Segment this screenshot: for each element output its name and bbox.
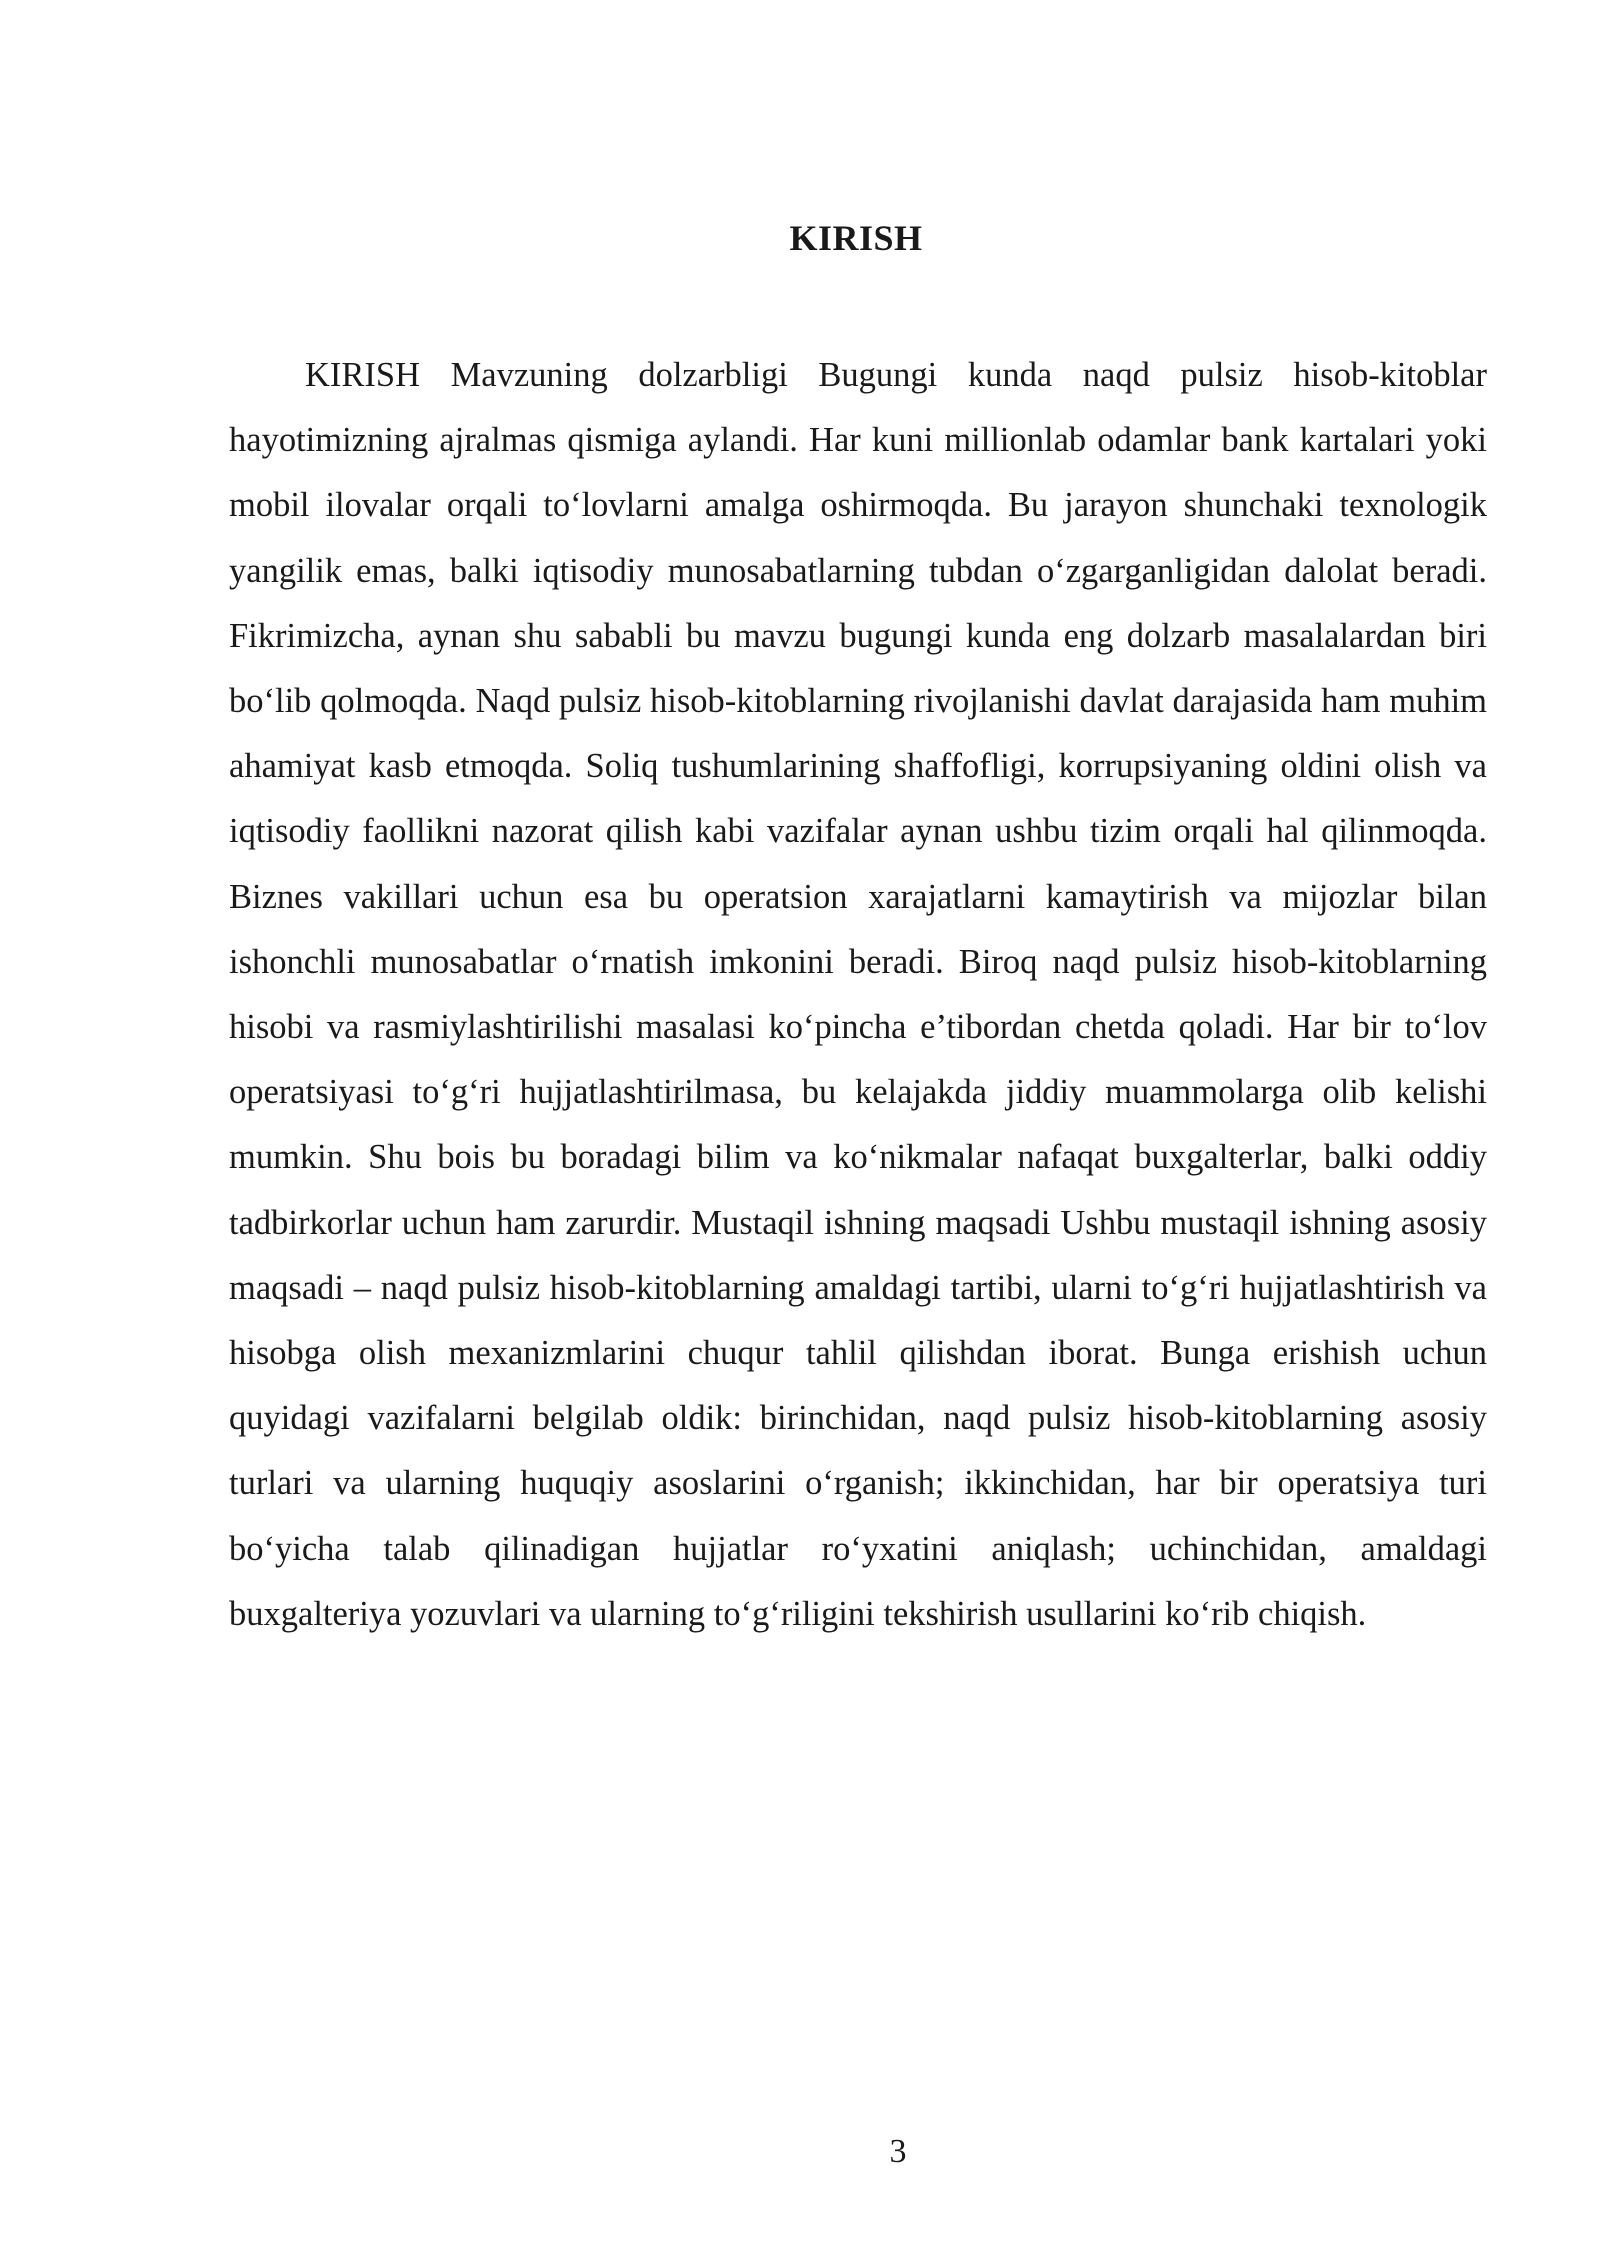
section-heading: KIRISH [789,218,923,258]
body-paragraph: KIRISH Mavzuning dolzarbligi Bugungi kunda naqd pulsiz hisob-kitoblar hayotimizning ajralmas qismiga aylandi. Har kuni millionlab odamlar bank kartalari yoki mobil ilovalar orqali to‘lovlarni amalga oshirmoqda. Bu jarayon shunchaki texnologik yangilik emas, balki iqtisodiy munosabatlarning tubdan o‘zgarganligidan dalolat beradi. Fikrimizcha, aynan shu sababli bu mavzu bugungi kunda eng dolzarb masalalardan biri bo‘lib qolmoqda. Naqd pulsiz hisob-kitoblarning rivojlanishi davlat darajasida ham muhim ahamiyat kasb etmoqda. Soliq tushumlarining shaffofligi, korrupsiyaning oldini olish va iqtisodiy faollikni nazorat qilish kabi vazifalar aynan ushbu tizim orqali hal qilinmoqda. Biznes vakillari uchun esa bu operatsion xarajatlarni kamaytirish va mijozlar bilan ishonchli munosabatlar o‘rnatish imkonini beradi. Biroq naqd pulsiz hisob-kitoblarning hisobi va rasmiylashtirilishi masalasi ko‘pincha e’tibordan chetda qoladi. Har bir to‘lov operatsiyasi to‘g‘ri hujjatlashtirilmasa, bu kelajakda jiddiy muammolarga olib kelishi mumkin. Shu bois bu boradagi bilim va ko‘nikmalar nafaqat buxgalterlar, balki oddiy tadbirkorlar uchun ham zarurdir. Mustaqil ishning maqsadi Ushbu mustaqil ishning asosiy maqsadi – naqd pulsiz hisob-kitoblarning amaldagi tartibi, ularni to‘g‘ri hujjatlashtirish va hisobga olish mexanizmlarini chuqur tahlil qilishdan iborat. Bunga erishish uchun quyidagi vazifalarni belgilab oldik: birinchidan, naqd pulsiz hisob-kitoblarning asosiy turlari va ularning huquqiy asoslarini o‘rganish; ikkinchidan, har bir operatsiya turi bo‘yicha talab qilinadigan hujjatlar ro‘yxatini aniqlash; uchinchidan, amaldagi buxgalteriya yozuvlari va ularning to‘g‘riligini tekshirish usullarini ko‘rib chiqish. [229,356,1487,1633]
page-number: 3 [889,2133,907,2170]
